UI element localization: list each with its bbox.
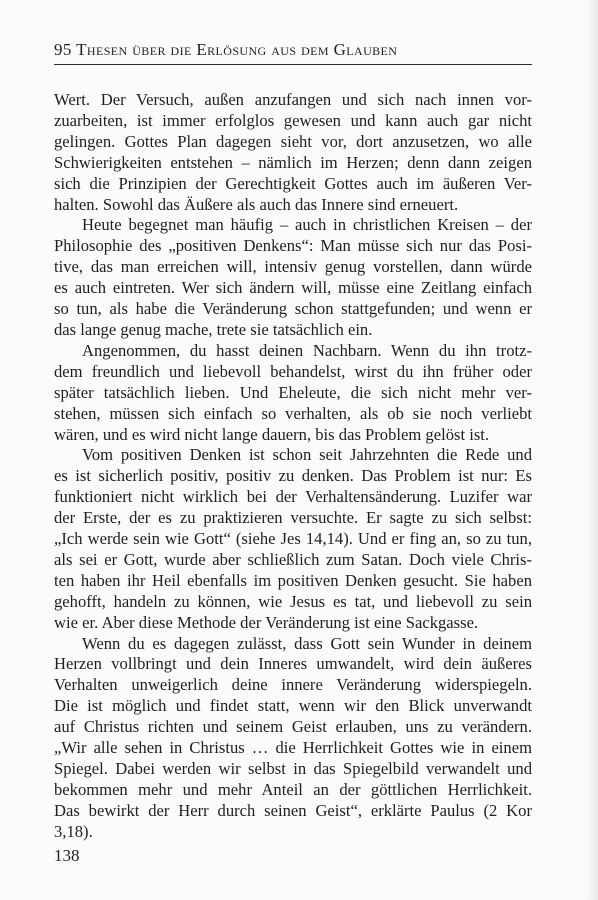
text-line: Vom positiven Denken ist schon seit Jahrzehnten die Rede und	[82, 445, 532, 465]
text-line: bekommen mehr und mehr Anteil an der göttlichen Herrlichkeit.	[54, 779, 532, 799]
text-line: wie er. Aber diese Methode der Veränderung ist eine Sackgasse.	[54, 612, 479, 632]
text-line: Wenn du es dagegen zulässt, dass Gott sein Wunder in deinem	[82, 633, 532, 653]
text-line: „Wir alle sehen in Christus … die Herrlichkeit Gottes wie in einem	[54, 738, 532, 758]
text-line: Wert. Der Versuch, außen anzufangen und sich nach innen vor-	[54, 90, 532, 109]
text-line: Das bewirkt der Herr durch seinen Geist“, erklärte Paulus (2 Kor	[54, 800, 532, 820]
text-line: Verhalten unweigerlich deine innere Veränderung widerspiegeln.	[54, 675, 532, 695]
text-line: gehofft, handeln zu können, wie Jesus es tat, und liebevoll zu sein	[54, 591, 532, 611]
text-line: zuarbeiten, ist immer erfolglos gewesen und kann auch gar nicht	[54, 110, 532, 130]
text-line: ten haben ihr Heil ebenfalls im positiven Denken gesucht. Sie haben	[54, 570, 532, 590]
text-line: 3,18).	[54, 821, 93, 841]
text-line: funktioniert nicht wirklich bei der Verhaltensänderung. Luzifer war	[54, 487, 532, 507]
text-line: der Erste, der es zu praktizieren versuchte. Er sagte zu sich selbst:	[54, 508, 532, 528]
text-line: Philosophie des „positiven Denkens“: Man müsse sich nur das Posi-	[54, 236, 532, 256]
running-head: 95 Thesen über die Erlösung aus dem Glauben	[54, 40, 398, 59]
text-line: Heute begegnet man häufig – auch in christlichen Kreisen – der	[82, 215, 532, 235]
page-number: 138	[54, 846, 80, 865]
text-line: Herzen vollbringt und dein Inneres umwandelt, wird dein äußeres	[54, 654, 532, 674]
text-line: Angenommen, du hasst deinen Nachbarn. Wenn du ihn trotz-	[82, 340, 532, 360]
text-line: halten. Sowohl das Äußere als auch das Innere sind erneuert.	[54, 194, 459, 214]
text-line: Spiegel. Dabei werden wir selbst in das Spiegelbild verwandelt und	[54, 759, 532, 778]
body-text	[54, 90, 532, 843]
text-line: es ist sicherlich positiv, positiv zu denken. Das Problem ist nur: Es	[54, 466, 532, 486]
text-line: gelingen. Gottes Plan dagegen sieht vor, dort anzusetzen, wo alle	[54, 131, 532, 151]
text-line: als sei er Gott, wurde aber schließlich zum Satan. Doch viele Chris-	[54, 549, 532, 569]
text-line: tive, das man erreichen will, intensiv genug vorstellen, dann würde	[54, 257, 532, 277]
text-line: „Ich werde sein wie Gott“ (siehe Jes 14,14). Und er fing an, so zu tun,	[54, 529, 532, 549]
text-line: auf Christus richten und seinem Geist erlauben, uns zu verändern.	[54, 717, 532, 737]
text-line: es auch eintreten. Wer sich ändern will, müsse eine Zeitlang einfach	[54, 278, 532, 298]
text-line: später tatsächlich lieben. Und Eheleute, die sich nicht mehr ver-	[54, 382, 532, 402]
text-line: stehen, müssen sich einfach so verhalten, als ob sie noch verliebt	[54, 403, 532, 423]
text-line: das lange genug mache, trete sie tatsächlich ein.	[54, 319, 373, 339]
text-line: wären, und es wird nicht lange dauern, bis das Problem gelöst ist.	[54, 424, 490, 444]
text-line: Schwierigkeiten entstehen – nämlich im Herzen; denn dann zeigen	[54, 152, 532, 172]
text-line: Die ist möglich und findet statt, wenn wir den Blick unverwandt	[54, 696, 532, 716]
text-line: dem freundlich und liebevoll behandelst, wirst du ihn früher oder	[54, 361, 532, 381]
text-line: sich die Prinzipien der Gerechtigkeit Gottes auch im äußeren Ver-	[54, 173, 532, 193]
page-edge-shadow	[586, 0, 598, 900]
header-rule	[54, 64, 532, 65]
text-line: so tun, als habe die Veränderung schon stattgefunden; und wenn er	[54, 299, 532, 319]
